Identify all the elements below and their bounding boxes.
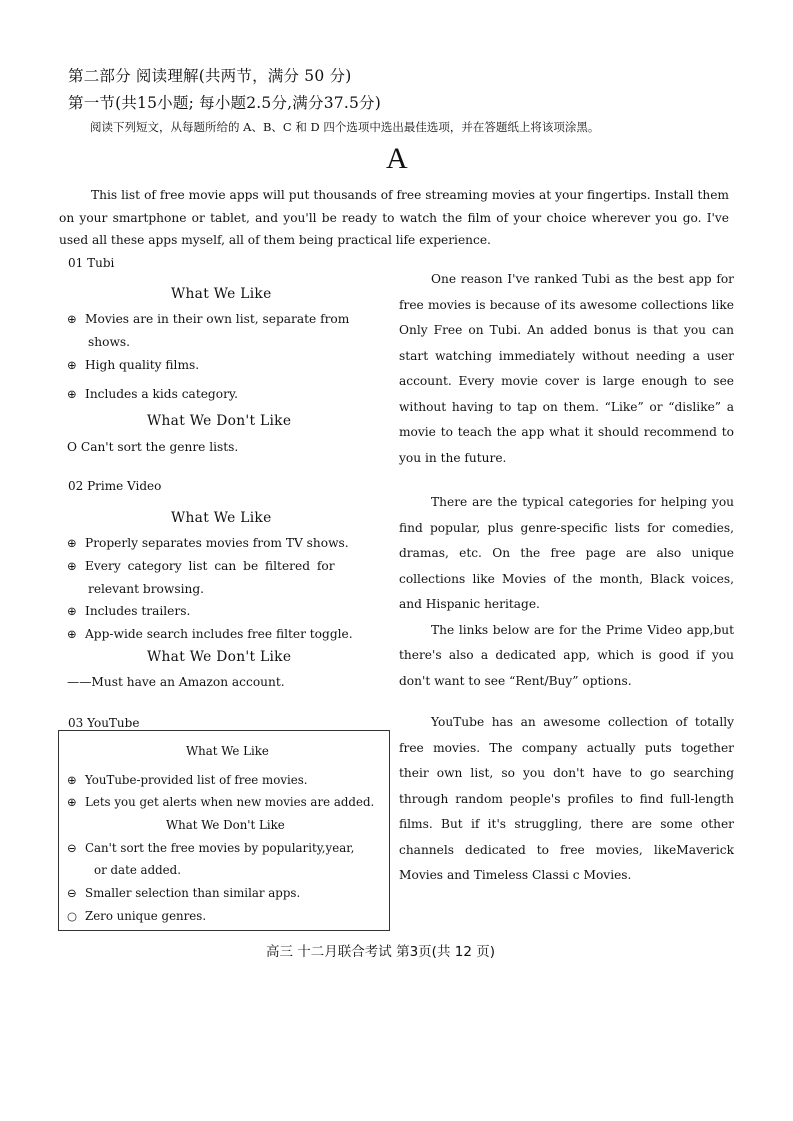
plus-circle-icon: ⊕ (67, 312, 77, 326)
tubi-like-text: High quality films. (85, 358, 200, 372)
tubi-heading: 01 Tubi (68, 256, 115, 270)
prime-review-p2: The links below are for the Prime Video app,but there's also a dedicated app, which is good if you don't want to see “Rent/Buy” options. (399, 622, 734, 688)
plus-circle-icon: ⊕ (67, 627, 77, 641)
prime-review (399, 490, 734, 694)
intro-paragraph (59, 184, 729, 252)
prime-like-title: What We Like (171, 510, 272, 526)
youtube-dislike-text: Smaller selection than similar apps. (85, 886, 301, 900)
prime-like-item (67, 532, 349, 555)
plus-circle-icon: ⊕ (67, 559, 77, 573)
youtube-dislike-text-cont: or date added. (94, 863, 181, 877)
youtube-like-item (67, 773, 308, 787)
prime-like-item (67, 600, 190, 623)
prime-like-text-cont: relevant browsing. (88, 582, 204, 596)
passage-label: A (386, 142, 408, 175)
circle-icon: ○ (67, 909, 78, 923)
plus-circle-icon: ⊕ (67, 773, 77, 787)
prime-like-text: App-wide search includes free filter toggle. (85, 627, 353, 641)
plus-circle-icon: ⊕ (67, 358, 77, 372)
tubi-review (399, 267, 734, 471)
youtube-dislike-item (67, 841, 354, 855)
tubi-like-text: Includes a kids category. (85, 387, 239, 401)
youtube-dislike-title: What We Don't Like (166, 818, 285, 832)
plus-circle-icon: ⊕ (67, 536, 77, 550)
tubi-like-text: Movies are in their own list, separate from (85, 312, 350, 326)
youtube-like-item (67, 795, 374, 809)
minus-circle-icon: ⊖ (67, 886, 77, 900)
minus-circle-icon: ⊖ (67, 841, 77, 855)
prime-like-text: Includes trailers. (85, 604, 191, 618)
page-footer: 高三 十二月联合考试 第3页(共 12 页) (266, 944, 495, 960)
youtube-dislike-item (67, 886, 300, 900)
prime-like-text: Every category list can be filtered for (85, 559, 335, 573)
prime-like-item (67, 555, 369, 578)
tubi-like-text-cont: shows. (88, 335, 131, 349)
tubi-like-item (67, 308, 349, 331)
prime-like-text: Properly separates movies from TV shows. (85, 536, 349, 550)
youtube-dislike-text: Zero unique genres. (85, 909, 207, 923)
section-title: 第一节(共15小题; 每小题2.5分,满分37.5分) (68, 94, 381, 112)
prime-dislike-title: What We Don't Like (147, 649, 292, 665)
tubi-dislike-title: What We Don't Like (147, 413, 292, 429)
prime-like-item (67, 623, 353, 646)
youtube-like-text: Lets you get alerts when new movies are added. (85, 795, 375, 809)
part-title: 第二部分 阅读理解(共两节，满分 50 分) (68, 67, 352, 85)
tubi-like-title: What We Like (171, 286, 272, 302)
youtube-dislike-text: Can't sort the free movies by popularity,year, (85, 841, 355, 855)
intro-text: This list of free movie apps will put thousands of free streaming movies at your fingertips. Install them on your smartphone or tablet, and you'll be ready to watch the film of your choice wherever you go. I've used all these apps myself, all of them being practical life experience. (59, 188, 729, 247)
youtube-review-text: YouTube has an awesome collection of totally free movies. The company actually puts together their own list, so you don't have to go searching through random people's profiles to find full-length films. But if it's struggling, there are some other channels dedicated to free movies, likeMaverick Movies and Timeless Classi c Movies. (399, 715, 734, 882)
youtube-heading: 03 YouTube (68, 716, 140, 730)
plus-circle-icon: ⊕ (67, 387, 77, 401)
youtube-like-text: YouTube-provided list of free movies. (85, 773, 308, 787)
prime-dislike-item: ——Must have an Amazon account. (67, 675, 285, 689)
tubi-like-item (67, 354, 199, 377)
youtube-review (399, 710, 734, 889)
prime-review-p1: There are the typical categories for helping you find popular, plus genre-specific lists for comedies, dramas, etc. On the free page are also unique collections like Movies of the month, Black voices, and Hispanic heritage. (399, 495, 734, 611)
plus-circle-icon: ⊕ (67, 795, 77, 809)
tubi-dislike-item: O Can't sort the genre lists. (67, 440, 239, 454)
prime-heading: 02 Prime Video (68, 479, 162, 493)
youtube-like-title: What We Like (186, 744, 269, 758)
plus-circle-icon: ⊕ (67, 604, 77, 618)
instruction: 阅读下列短文，从每题所给的 A、B、C 和 D 四个选项中选出最佳选项，并在答题纸上将该项涂黑。 (90, 120, 600, 134)
tubi-review-text: One reason I've ranked Tubi as the best app for free movies is because of its awesome collections like Only Free on Tubi. An added bonus is that you can start watching immediately without needing a user account. Every movie cover is large enough to see without having to tap on them. “Like” or “dislike” a movie to teach the app what it should recommend to you in the future. (399, 272, 734, 465)
tubi-like-item (67, 383, 238, 406)
youtube-dislike-item (67, 909, 206, 923)
